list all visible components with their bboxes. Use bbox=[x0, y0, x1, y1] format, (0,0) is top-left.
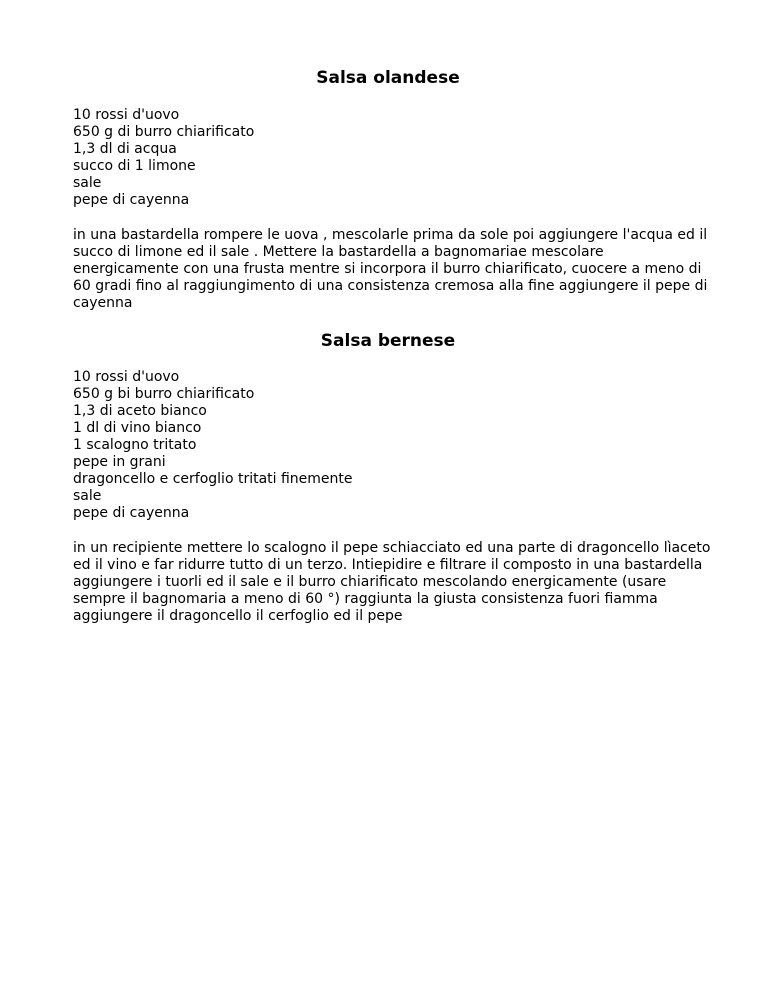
ingredient-item: sale bbox=[73, 488, 102, 504]
recipe-title-salsa-olandese: Salsa olandese bbox=[316, 68, 460, 88]
ingredient-item: pepe di cayenna bbox=[73, 192, 190, 208]
ingredient-item: sale bbox=[73, 175, 102, 191]
ingredient-item: pepe in grani bbox=[73, 454, 166, 470]
ingredient-item: 1,3 dl di acqua bbox=[73, 141, 177, 157]
ingredient-item: succo di 1 limone bbox=[73, 158, 196, 174]
ingredient-item: 1,3 di aceto bianco bbox=[73, 403, 207, 419]
method-paragraph-salsa-bernese: in un recipiente mettere lo scalogno il pepe schiacciato ed una parte di dragoncello lìaceto ed il vino e far ridurre tutto di un terzo. Intiepidire e filtrare il composto in una bastardella aggiungere i tuorli ed il sale e il burro chiarificato mescolando energicamente (usare sempre il bagnomaria a meno di 60 °) raggiunta la giusta consistenza fuori fiamma aggiungere il dragoncello il cerfoglio ed il pepe bbox=[73, 540, 711, 624]
method-paragraph-salsa-olandese: in una bastardella rompere le uova , mescolarle prima da sole poi aggiungere l'acqua ed il succo di limone ed il sale . Mettere la bastardella a bagnomariae mescolare energicamente con una frusta mentre si incorpora il burro chiarificato, cuocere a meno di 60 gradi fino al raggiungimento di una consistenza cremosa alla fine aggiungere il pepe di cayenna bbox=[73, 227, 708, 311]
ingredient-item: 10 rossi d'uovo bbox=[73, 369, 180, 385]
ingredient-item: 1 scalogno tritato bbox=[73, 437, 197, 453]
ingredient-list-salsa-bernese bbox=[73, 369, 353, 522]
ingredient-item: dragoncello e cerfoglio tritati finemente bbox=[73, 471, 353, 487]
ingredient-item: 1 dl di vino bianco bbox=[73, 420, 202, 436]
ingredient-list-salsa-olandese bbox=[73, 107, 254, 209]
ingredient-item: 650 g di burro chiarificato bbox=[73, 124, 255, 140]
ingredient-item: 10 rossi d'uovo bbox=[73, 107, 180, 123]
ingredient-item: 650 g bi burro chiarificato bbox=[73, 386, 255, 402]
recipe-title-salsa-bernese: Salsa bernese bbox=[320, 331, 456, 351]
ingredient-item: pepe di cayenna bbox=[73, 505, 190, 521]
